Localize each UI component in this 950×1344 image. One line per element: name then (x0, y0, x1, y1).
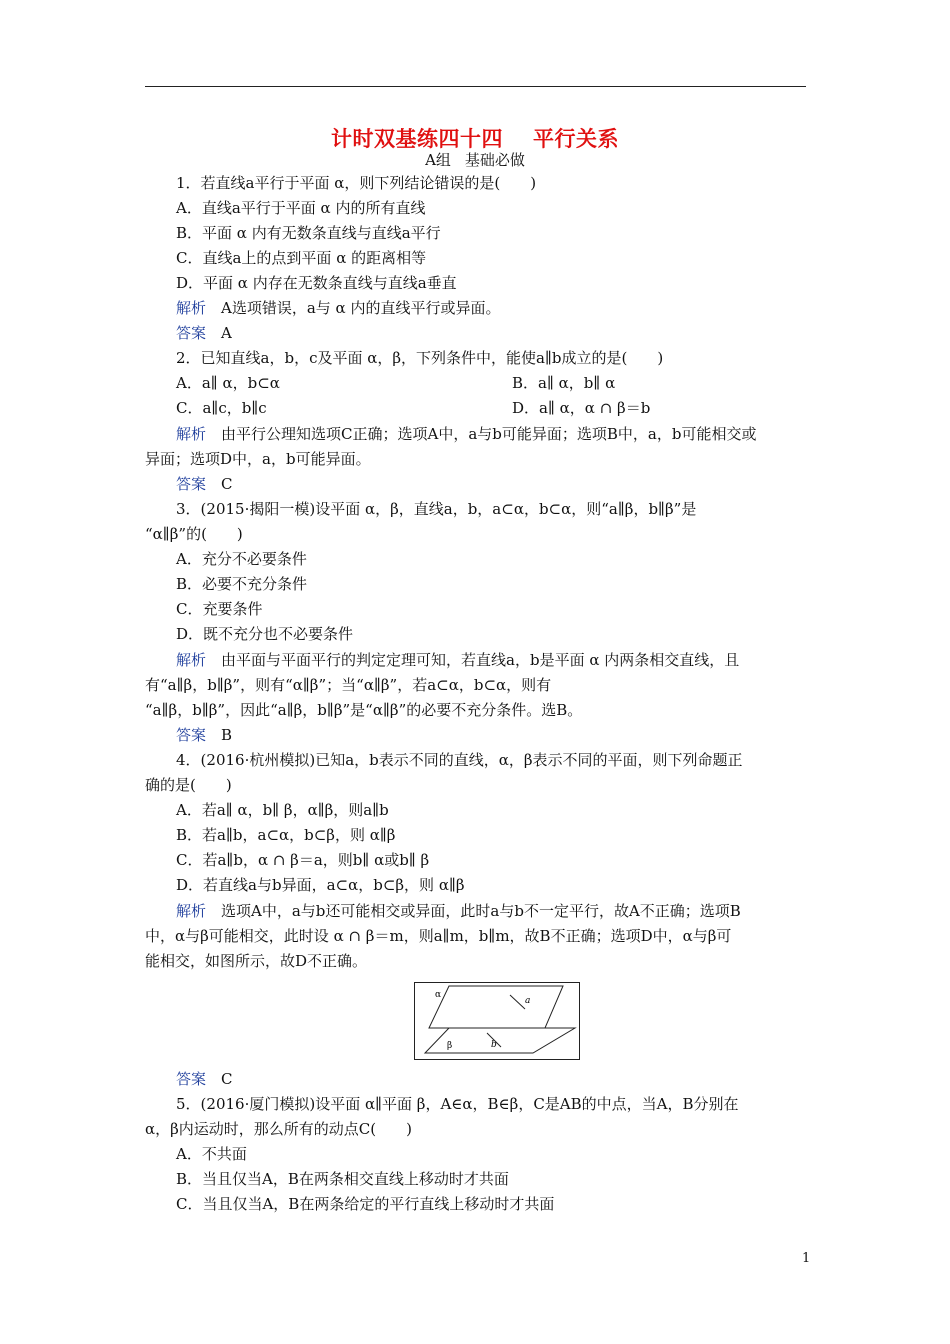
text-line: D．a∥ α，α ∩ β＝b (512, 399, 651, 417)
analysis-line (176, 425, 756, 443)
line-text: B (206, 726, 233, 744)
a-label: a (525, 996, 531, 1006)
text-line: “a∥β，b∥β”，因此“a∥β，b∥β”是“α∥β”的必要不充分条件。选B。 (145, 701, 583, 719)
text-line: “α∥β”的( ) (145, 525, 243, 543)
answer-line (176, 324, 232, 342)
text-line: B．当且仅当A，B在两条相交直线上移动时才共面 (176, 1170, 509, 1188)
text-line: 3．(2015·揭阳一模)设平面 α，β，直线a，b，a⊂α，b⊂α，则“a∥β，b∥β”是 (176, 500, 697, 518)
line-text: A选项错误，a与 α 内的直线平行或异面。 (206, 299, 501, 317)
text-line: B．平面 α 内有无数条直线与直线a平行 (176, 224, 441, 242)
text-line: B．a∥ α，b∥ α (512, 374, 616, 392)
text-line: C．直线a上的点到平面 α 的距离相等 (176, 249, 427, 267)
b-label: b (491, 1040, 497, 1050)
text-line: C．a∥c，b∥c (176, 399, 267, 417)
text-line: 5．(2016·厦门模拟)设平面 α∥平面 β，A∈α，B∈β，C是AB的中点，当A，B分别在 (176, 1095, 739, 1113)
analysis-line: 有“a∥β，b∥β”，则有“α∥β”；当“α∥β”，若a⊂α，b⊂α，则有 (145, 676, 552, 694)
analysis-label: 解析 (176, 425, 207, 443)
analysis-label: 解析 (176, 299, 207, 317)
analysis-label: 解析 (176, 651, 207, 669)
analysis-line (176, 299, 500, 317)
text-line: A．a∥ α，b⊂α (176, 374, 280, 392)
analysis-line (176, 651, 739, 669)
answer-line (176, 475, 233, 493)
analysis-label: 解析 (176, 902, 207, 920)
text-line: C．若a∥b，α ∩ β＝a，则b∥ α或b∥ β (176, 851, 430, 869)
planes-figure (414, 982, 580, 1060)
text-line: B．必要不充分条件 (176, 575, 308, 593)
line-text: 由平行公理知选项C正确；选项A中，a与b可能异面；选项B中，a，b可能相交或 (206, 425, 757, 443)
text-line: 能相交，如图所示，故D不正确。 (145, 952, 368, 970)
text-line: 2．已知直线a，b，c及平面 α，β，下列条件中，能使a∥b成立的是( ) (176, 349, 664, 367)
text-line: 4．(2016·杭州模拟)已知a，b表示不同的直线，α，β表示不同的平面，则下列命题正 (176, 751, 743, 769)
text-line: A．充分不必要条件 (176, 550, 307, 568)
text-line: D．平面 α 内存在无数条直线与直线a垂直 (176, 274, 457, 292)
answer-label: 答案 (176, 475, 207, 493)
text-line: D．既不充分也不必要条件 (176, 625, 354, 643)
planes-diagram (415, 983, 579, 1059)
line-text: 选项A中，a与b还可能相交或异面，此时a与b不一定平行，故A不正确；选项B (206, 902, 741, 920)
answer-label: 答案 (176, 324, 207, 342)
answer-line (176, 1070, 233, 1088)
group-heading (0, 149, 950, 170)
text-line: 异面；选项D中，a，b可能异面。 (145, 450, 371, 468)
line-text: A (206, 324, 232, 342)
title-main: 计时双基练四十四 (331, 126, 503, 151)
answer-label: 答案 (176, 1070, 207, 1088)
line-text: C (206, 475, 233, 493)
group-a-label: A组 (425, 151, 451, 169)
title-topic: 平行关系 (533, 126, 619, 151)
text-line: A．不共面 (176, 1145, 247, 1163)
analysis-line (176, 902, 741, 920)
text-line: A．直线a平行于平面 α 内的所有直线 (176, 199, 426, 217)
line-a (510, 995, 525, 1009)
text-line: D．若直线a与b异面，a⊂α，b⊂β，则 α∥β (176, 876, 465, 894)
text-line: α，β内运动时，那么所有的动点C( ) (145, 1120, 412, 1138)
plane-alpha (429, 986, 563, 1028)
page-number: 1 (802, 1251, 811, 1266)
text-line: C．当且仅当A，B在两条给定的平行直线上移动时才共面 (176, 1195, 555, 1213)
alpha-label: α (435, 990, 442, 1000)
line-text: C (206, 1070, 233, 1088)
text-line: A．若a∥ α，b∥ β，α∥β，则a∥b (176, 801, 389, 819)
header-rule (145, 86, 806, 87)
line-text: 由平面与平面平行的判定定理可知，若直线a，b是平面 α 内两条相交直线，且 (206, 651, 740, 669)
text-line: B．若a∥b，a⊂α，b⊂β，则 α∥β (176, 826, 396, 844)
text-line: 确的是( ) (145, 776, 232, 794)
group-b-label: 基础必做 (464, 151, 525, 169)
answer-label: 答案 (176, 726, 207, 744)
analysis-line: 中，α与β可能相交，此时设 α ∩ β＝m，则a∥m，b∥m，故B不正确；选项D中，α与β可 (145, 927, 732, 945)
text-line: 1．若直线a平行于平面 α，则下列结论错误的是( ) (176, 174, 537, 192)
beta-label: β (447, 1041, 453, 1051)
text-line: C．充要条件 (176, 600, 263, 618)
answer-line (176, 726, 232, 744)
